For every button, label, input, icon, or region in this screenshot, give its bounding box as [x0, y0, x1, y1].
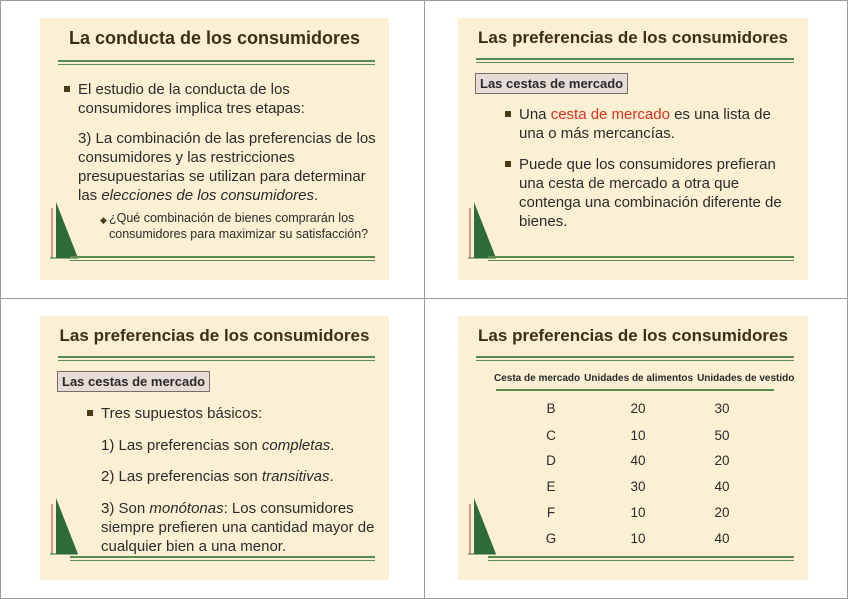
bottom-rule-thin	[488, 560, 794, 561]
bottom-rule-thin	[70, 260, 375, 261]
table-cell: 10	[630, 428, 646, 443]
vertical-divider	[424, 0, 425, 599]
table-cell: B	[546, 401, 556, 416]
square-bullet-icon	[505, 161, 511, 167]
sub-bullet-item	[100, 210, 381, 242]
title-rule	[58, 356, 375, 358]
triangle-ruler-icon	[468, 200, 498, 260]
title-rule-thin	[58, 64, 375, 65]
horizontal-divider	[0, 298, 848, 299]
table-cell: 20	[714, 453, 730, 468]
title-rule-thin	[476, 62, 794, 63]
square-bullet-icon	[64, 86, 70, 92]
bullet-text: Tres supuestos básicos:	[101, 405, 263, 422]
assumption-text: 2) Las preferencias son	[101, 468, 262, 485]
column-header: Unidades de vestido	[697, 373, 795, 384]
title-rule-thin	[58, 360, 375, 361]
slide-title: Las preferencias de los consumidores	[478, 326, 788, 345]
title-rule	[476, 58, 794, 60]
bottom-rule	[488, 556, 794, 558]
bottom-rule	[70, 556, 375, 558]
assumption-italic: completas	[261, 437, 331, 454]
title-rule	[476, 356, 794, 358]
square-bullet-icon	[505, 111, 511, 117]
bottom-rule-thin	[488, 260, 794, 261]
table-cell: 40	[630, 453, 646, 468]
bullet-item-1	[519, 105, 794, 143]
bullet-item	[78, 80, 368, 118]
bullet-text: El estudio de la conducta de los consumidores implica tres etapas:	[78, 81, 305, 117]
assumption-italic: transitivas	[261, 468, 330, 485]
assumption-text: 1) Las preferencias son	[101, 437, 262, 454]
table-cell: 40	[714, 531, 730, 546]
table-cell: 50	[714, 428, 730, 443]
highlight-term: cesta de mercado	[550, 106, 670, 123]
slide-title: Las preferencias de los consumidores	[59, 326, 370, 345]
bottom-rule-thin	[70, 560, 375, 561]
triangle-ruler-icon	[50, 496, 80, 556]
table-cell: 20	[714, 505, 730, 520]
column-header: Cesta de mercado	[494, 373, 581, 384]
bullet-text: Una	[519, 106, 551, 123]
table-cell: E	[546, 479, 556, 494]
table-cell: F	[546, 505, 556, 520]
table-cell: 10	[630, 505, 646, 520]
table-cell: 30	[714, 401, 730, 416]
table-cell: D	[546, 453, 556, 468]
para-italic: elecciones de los consumidores	[101, 187, 314, 204]
sub-bullet-text: ¿Qué combinación de bienes comprarán los consumidores para maximizar su satisfacción?	[109, 211, 369, 241]
table-cell: G	[545, 531, 557, 546]
slide-1[interactable]	[40, 18, 389, 280]
paragraph-step-3	[78, 129, 378, 205]
triangle-ruler-icon	[50, 200, 80, 260]
assumption-suffix: .	[329, 468, 334, 485]
slide-3[interactable]	[40, 316, 389, 580]
assumption-italic: monótonas	[149, 500, 224, 517]
para-text: 3) La combinación de las preferencias de los consumidores y las restricciones presupuestarias se utilizan para determinar las	[78, 130, 376, 204]
section-tag: Las cestas de mercado	[57, 371, 210, 392]
assumption-1	[101, 436, 381, 455]
para-suffix: .	[313, 187, 319, 204]
table-cell: 10	[630, 531, 646, 546]
bullet-text-rest: es una lista de una o más mercancías.	[519, 106, 771, 142]
assumption-2	[101, 467, 381, 486]
market-basket-table	[492, 373, 796, 386]
bullet-item	[101, 404, 371, 423]
slide-title: Las preferencias de los consumidores	[478, 28, 788, 47]
slide-title: La conducta de los consumidores	[68, 28, 361, 48]
bullet-item-2	[519, 155, 794, 231]
table-cell: 20	[630, 401, 646, 416]
section-tag: Las cestas de mercado	[475, 73, 628, 94]
slide-2[interactable]	[458, 18, 808, 280]
triangle-ruler-icon	[468, 496, 498, 556]
assumption-suffix: .	[330, 437, 335, 454]
assumption-3	[101, 499, 381, 556]
table-cell: C	[546, 428, 556, 443]
table-header-row	[492, 373, 796, 386]
assumption-suffix: : Los consumidores siempre prefieren una cantidad mayor de cualquier bien a una menor.	[101, 500, 375, 555]
table-cell: 40	[714, 479, 730, 494]
bottom-rule	[488, 256, 794, 258]
diamond-bullet-icon: ◆	[100, 215, 107, 225]
slide-4[interactable]	[458, 316, 808, 580]
title-rule	[58, 60, 375, 62]
bottom-rule	[70, 256, 375, 258]
square-bullet-icon	[87, 410, 93, 416]
bullet-text: Puede que los consumidores prefieran una cesta de mercado a otra que contenga una combinación diferente de bienes.	[519, 156, 782, 230]
title-rule-thin	[476, 360, 794, 361]
assumption-text: 3) Son	[101, 500, 150, 517]
column-header: Unidades de alimentos	[584, 373, 694, 384]
table-cell: 30	[630, 479, 646, 494]
table-header-rule	[496, 389, 774, 391]
